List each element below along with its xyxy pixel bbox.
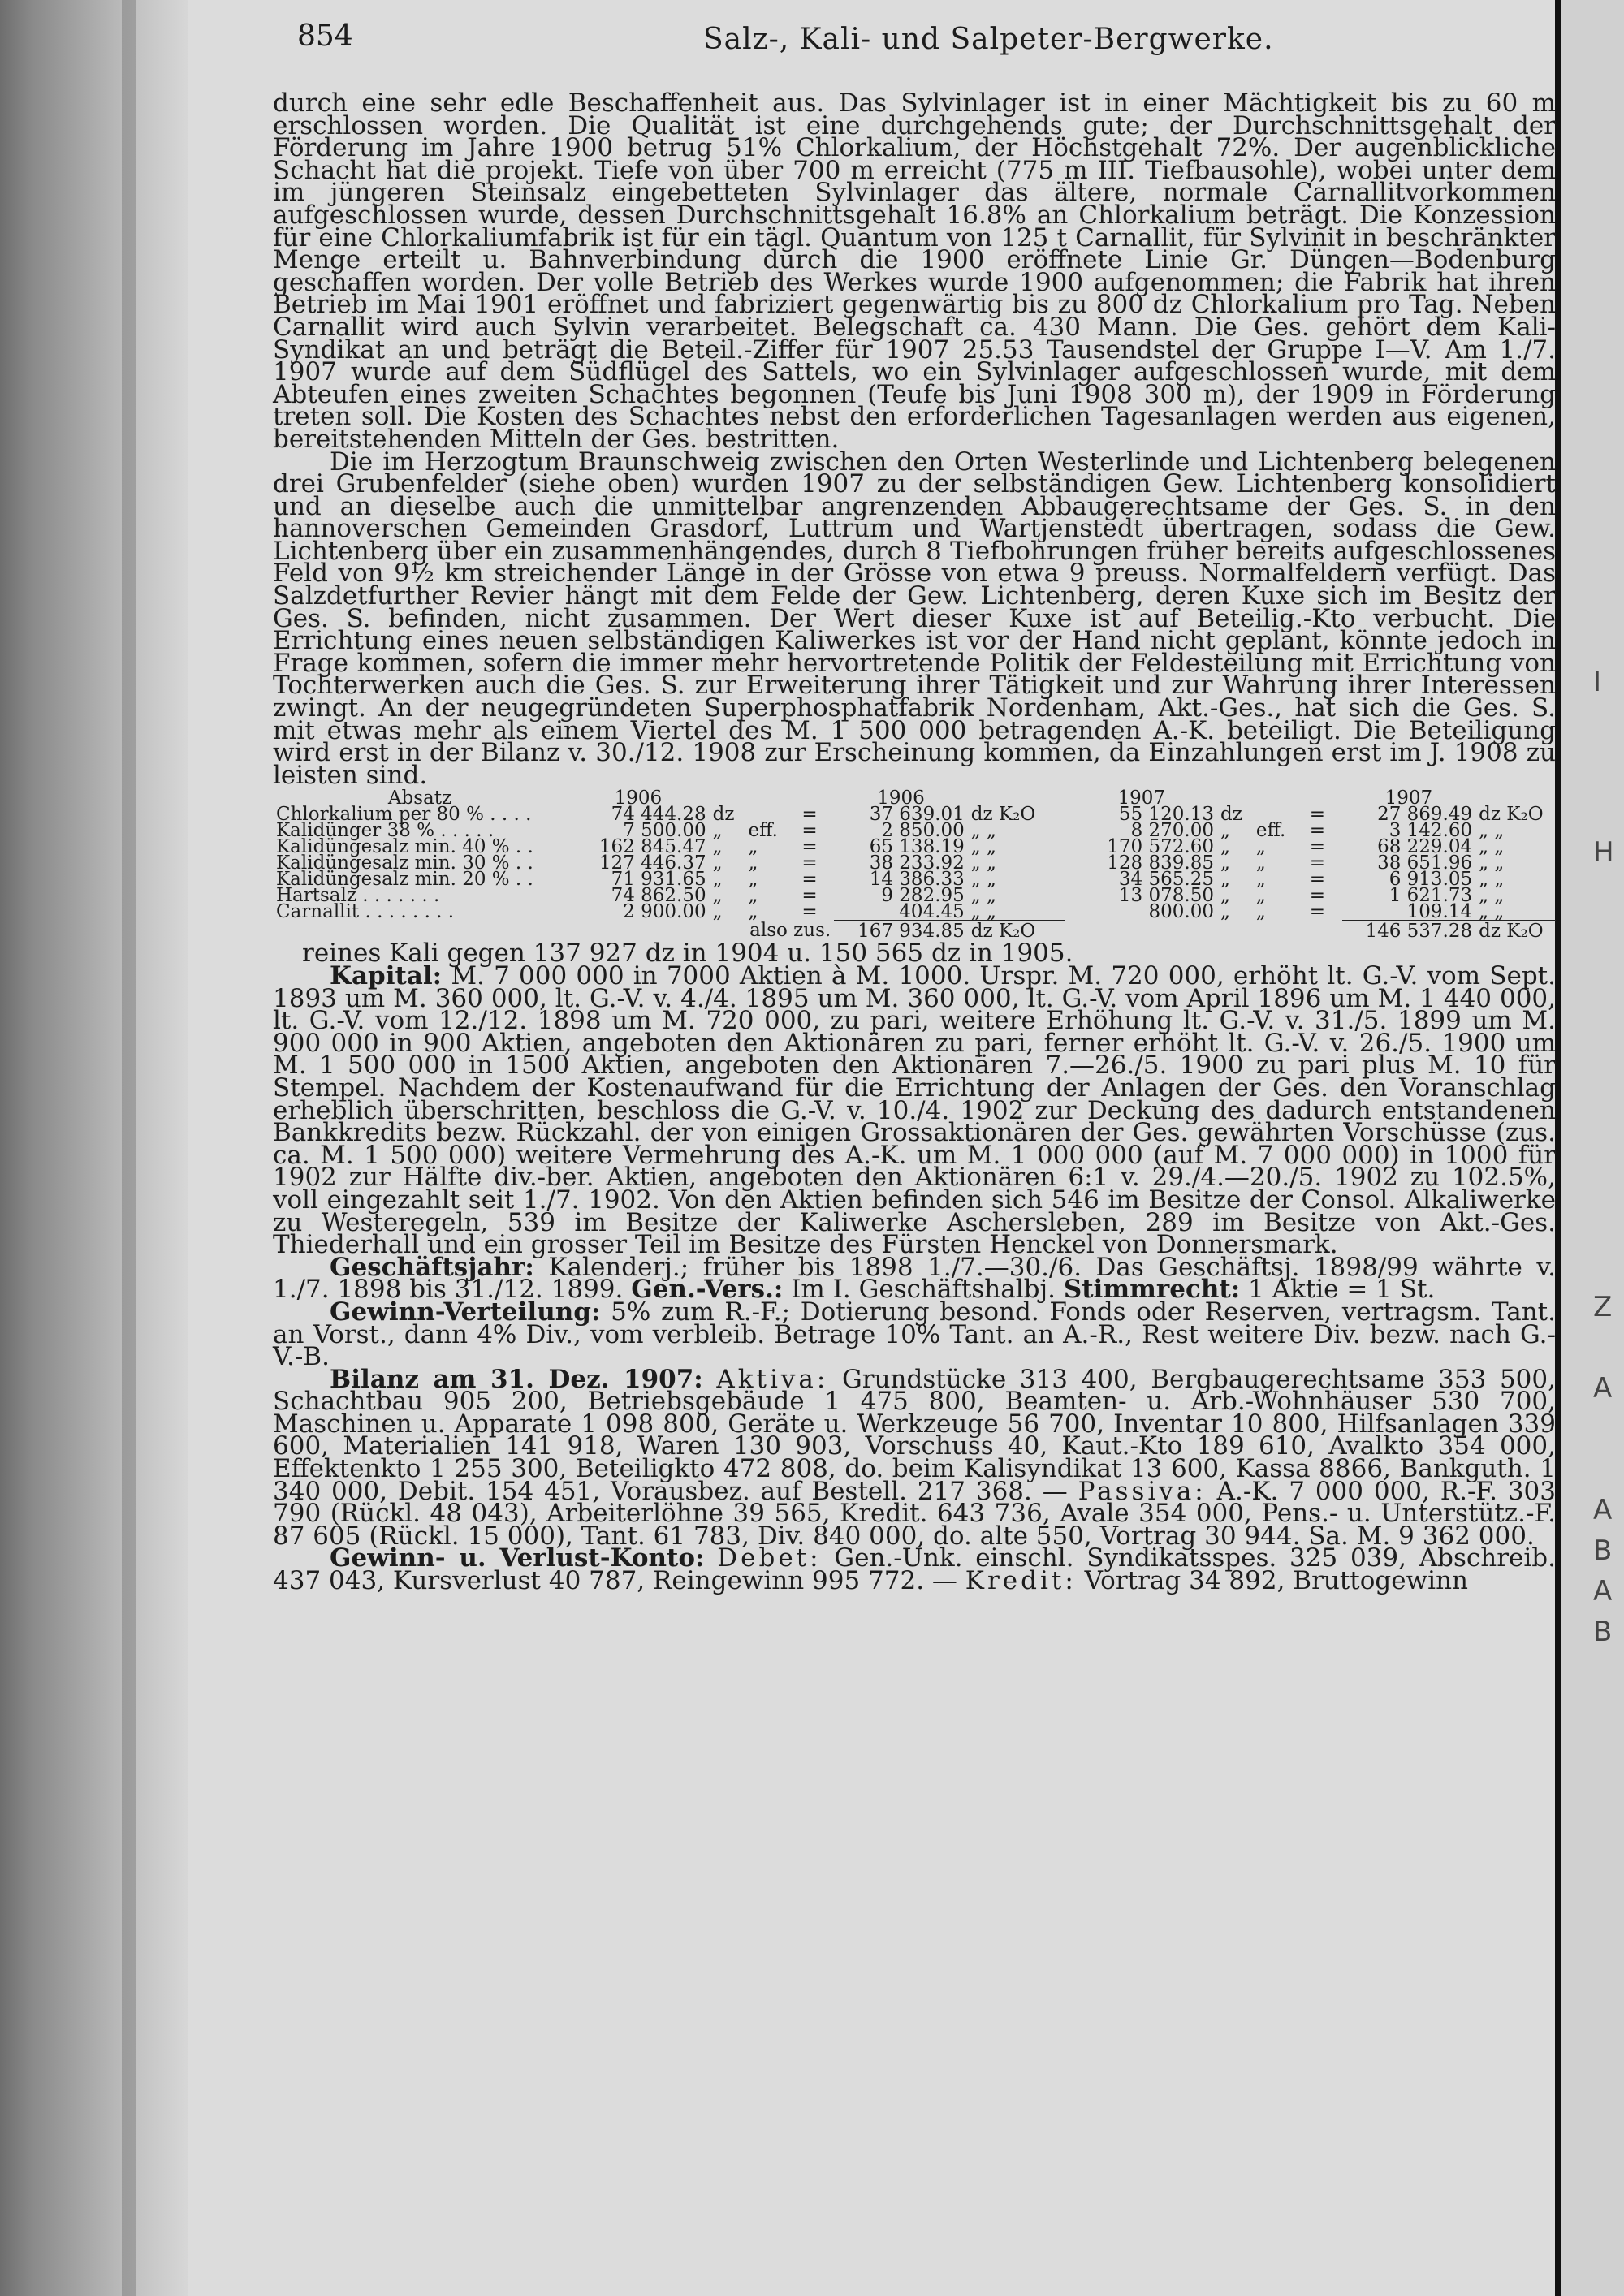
absatz-cell-eq2: = [1309, 885, 1325, 907]
absatz-cell-k1907: 27 869.49 [1377, 804, 1473, 826]
absatz-cell-eff: „ [748, 836, 758, 858]
absatz-cell-v1907: 800.00 [1148, 901, 1214, 923]
absatz-cell-u3: „ [1220, 836, 1230, 858]
absatz-cell-u2: dz K₂O [970, 804, 1036, 826]
book-page [273, 15, 1556, 2288]
absatz-cell-u1: „ [712, 852, 723, 874]
sum-1906-unit: dz K₂O [968, 921, 1066, 939]
absatz-table [273, 788, 1556, 943]
absatz-cell-u3: „ [1220, 820, 1230, 842]
running-title: Salz-, Kali- und Salpeter-Bergwerke. [703, 23, 1274, 56]
absatz-cell-eq2: = [1309, 901, 1325, 923]
absatz-cell-u2: „ „ [970, 869, 996, 891]
section-text: 1 Aktie = 1 St. [1248, 1275, 1436, 1305]
absatz-cell-eff2: „ [1255, 885, 1266, 907]
section-text: Vortrag 34 892, Bruttogewinn [1084, 1566, 1468, 1596]
adjacent-glyph: Z [1593, 1291, 1613, 1323]
paragraph-lichtenberg: Die im Herzogtum Braunschweig zwischen den Orten Westerlinde und Lichtenberg belegenen drei Grubenfelder (siehe oben) wurden 1907 zu der selbständigen Gew. Lichtenberg konsolidiert und an dieselbe auch die unmittelbar angrenzenden Abbaugerechtsame der Ges. S. in den hannoverschen Gemeinden Grasdorf, Luttrum und Wartjenstedt übertragen, sodass die Gew. Lichtenberg über ein zusammenhängendes, durch 8 Tiefbohrungen früher bereits aufgeschlossenes Feld von 9½ km streichender Länge in der Grösse von etwa 9 preuss. Normalfeldern verfügt. Das Salzdetfurther Revier hängt mit dem Felde der Gew. Lichtenberg, deren Kuxe sich im Besitz der Ges. S. befinden, nicht zusammen. Der Wert dieser Kuxe ist auf Beteilig.-Kto verbucht. Die Errichtung eines neuen selbständigen Kaliwerkes ist vor der Hand nicht geplant, könnte jedoch in Frage kommen, sofern die immer mehr hervortretende Politik der Feldesteilung mit Errichtung von Tochterwerken auch die Ges. S. zur Erweiterung ihrer Tätigkeit und zur Wahrung ihrer Interessen zwingt. An der neugegründeten Superphosphatfabrik Nordenham, Akt.-Ges., hat sich die Ges. S. mit etwas mehr als einem Viertel des M. 1 500 000 betragenden A.-K. beteiligt. Die Beteiligung wird erst in der Bilanz v. 30./12. 1908 zur Erscheinung kommen, da Einzahlungen erst im J. 1908 zu leisten sind. [273, 447, 1556, 790]
absatz-cell-k1906: 14 386.33 [869, 869, 965, 891]
absatz-cell-eq2: = [1309, 836, 1325, 858]
adjacent-glyph: B [1593, 1534, 1613, 1567]
section-heading: Stimmrecht: [1063, 1275, 1241, 1305]
absatz-cell-u3: „ [1220, 869, 1230, 891]
adjacent-glyph: I [1593, 666, 1602, 698]
absatz-cell-v1907: 170 572.60 [1107, 836, 1214, 858]
section-heading: Gen.-Vers.: [631, 1275, 784, 1305]
section-text: M. 7 000 000 in 7000 Aktien à M. 1000. Urspr. M. 720 000, erhöht lt. G.-V. vom Sept. 1893 um M. 360 000, lt. G.-V. v. 4./4. 1895 um M. 360 000, lt. G.-V. vom April 1896 um M. 1 440 000, lt. G.-V. vom 12./12. 1898 um M. 720 000, zu pari, weitere Erhöhung lt. G.-V. v. 31./5. 1899 um M. 900 000 in 900 Aktien, angeboten den Aktionären zu pari, ferner erhöht lt. G.-V. v. 26./5. 1900 um M. 1 500 000 in 1500 Aktien, angeboten den Aktionären 7.—26./5. 1900 zu pari plus M. 10 für Stempel. Nachdem der Kostenaufwand für die Errichtung der Anlagen der Ges. den Voranschlag erheblich überschritten, beschloss die G.-V. v. 10./4. 1902 zur Deckung des dadurch entstandenen Bankkredits bezw. Rückzahl. der von einigen Grossaktionären der Ges. gewährten Vorschüsse (zus. ca. M. 1 500 000) weitere Vermehrung des A.-K. um M. 1 000 000 (auf M. 7 000 000) in 1000 für 1902 zur Hälfte div.-ber. Aktien, angeboten den Aktionären 6:1 v. 29./4.—20./5. 1902 zu 102.5%, voll eingezahlt seit 1./7. 1902. Von den Aktien befinden sich 546 im Besitze der Consol. Alkaliwerke zu Westeregeln, 539 im Besitze der Kaliwerke Aschersleben, 289 im Besitze von Akt.-Ges. Thiederhall und ein grosser Teil im Besitze des Fürsten Henckel von Donnersmark. [273, 961, 1556, 1260]
absatz-cell-u3: „ [1220, 901, 1230, 923]
absatz-cell-u2: „ „ [970, 836, 996, 858]
absatz-cell-eq: = [801, 885, 818, 907]
adjacent-glyph: A [1593, 1575, 1613, 1608]
year-header: 1907 [1384, 788, 1433, 809]
section-bilanz [273, 1364, 1556, 1551]
absatz-cell-eq: = [801, 901, 818, 923]
absatz-cell-u2: „ „ [970, 901, 996, 923]
absatz-cell-k1907: 6 913.05 [1389, 869, 1473, 891]
absatz-cell-eff: eff. [748, 820, 778, 842]
absatz-cell-v1907: 13 078.50 [1118, 885, 1214, 907]
kredit-label: Kredit: [965, 1566, 1077, 1596]
absatz-cell-v1906: 74 444.28 [611, 804, 706, 826]
absatz-cell-v1907: 55 120.13 [1118, 804, 1214, 826]
absatz-cell-u1: „ [712, 885, 723, 907]
scan-left-edge [0, 0, 188, 2296]
section-gewinn-verlust [273, 1543, 1556, 1596]
absatz-cell-k1906: 65 138.19 [869, 836, 965, 858]
absatz-cell-label: Hartsalz . . . . . . . [276, 885, 440, 907]
absatz-cell-u4: dz K₂O [1479, 804, 1544, 826]
adjacent-glyph: B [1593, 1616, 1613, 1648]
absatz-cell-eff2: eff. [1255, 820, 1286, 842]
sum-1907-unit: dz K₂O [1475, 921, 1556, 939]
section-heading: Bilanz am 31. Dez. 1907: [330, 1364, 703, 1394]
section-heading: Kapital: [330, 961, 443, 990]
absatz-cell-k1906: 2 850.00 [881, 820, 965, 842]
section-text: Kalenderj.; früher bis 1898 1./7.—30./6. Das Geschäftsj. 1898/99 währte v. 1./7. 1898 bis 31./12. 1899. [273, 1252, 1557, 1305]
absatz-cell-k1907: 68 229.04 [1377, 836, 1473, 858]
sum-prefix: also zus. [749, 920, 831, 942]
section-text: 5% zum R.-F.; Dotierung besond. Fonds oder Reserven, vertragsm. Tant. an Vorst., dann 4% Div., vom verbleib. Betrage 10% Tant. an A.-R., Rest weitere Div. bezw. nach G.-V.-B. [273, 1297, 1556, 1372]
absatz-cell-k1907: 3 142.60 [1389, 820, 1473, 842]
absatz-cell-v1907: 34 565.25 [1118, 869, 1214, 891]
absatz-cell-eq: = [801, 820, 818, 842]
page-header [273, 15, 1556, 63]
absatz-cell-eq2: = [1309, 820, 1325, 842]
absatz-title: Absatz [387, 788, 452, 809]
absatz-cell-k1907: 1 621.73 [1389, 885, 1473, 907]
absatz-cell-u2: „ „ [970, 820, 996, 842]
year-header: 1906 [877, 788, 925, 809]
section-geschaeftsjahr [273, 1252, 1557, 1305]
absatz-cell-label: Kalidüngesalz min. 30 % . . [276, 852, 533, 874]
absatz-cell-eq2: = [1309, 804, 1325, 826]
absatz-cell-eq2: = [1309, 869, 1325, 891]
absatz-cell-label: Kalidünger 38 % . . . . . [276, 820, 495, 842]
absatz-cell-eff2: „ [1255, 869, 1266, 891]
absatz-cell-u4: „ „ [1479, 852, 1505, 874]
absatz-cell-v1906: 127 446.37 [598, 852, 706, 874]
absatz-cell-label: Kalidüngesalz min. 40 % . . [276, 836, 533, 858]
absatz-cell-eff2: „ [1255, 901, 1266, 923]
adjacent-glyph: A [1593, 1372, 1613, 1405]
absatz-cell-label: Chlorkalium per 80 % . . . . [276, 804, 532, 826]
section-heading: Gewinn-Verteilung: [330, 1297, 601, 1327]
absatz-cell-eff2: „ [1255, 836, 1266, 858]
page-body [273, 88, 1557, 1596]
absatz-cell-eff: „ [748, 901, 758, 923]
section-kapital [273, 961, 1556, 1260]
absatz-cell-eff2: „ [1255, 852, 1266, 874]
section-text: Grundstücke 313 400, Bergbaugerechtsame 353 500, Schachtbau 905 200, Betriebsgebäude 1 475 800, Beamten- u. Arb.-Wohnhäuser 530 700, Maschinen u. Apparate 1 098 800, Geräte u. Werkzeuge 56 700, Inventar 10 800, Hilfsanlagen 339 600, Materialien 141 918, Waren 130 903, Vorschuss 40, Kaut.-Kto 189 610, Avalkto 354 000, Effektenkto 1 255 300, Beteiligkto 472 808, do. beim Kalisyndikat 13 600, Kassa 8866, Bankguth. 1 340 000, Debit. 154 451, Vorausbez. auf Bestell. 217 368. — [273, 1364, 1556, 1506]
absatz-cell-u3: dz [1220, 804, 1242, 826]
section-text: A.-K. 7 000 000, R.-F. 303 790 (Rückl. 48 043), Arbeiterlöhne 39 565, Kredit. 643 736, Avale 354 000, Pens.- u. Unterstütz.-F. 87 605 (Rückl. 15 000), Tant. 61 783, Div. 840 000, do. alte 550, Vortrag 30 944. Sa. M. 9 362 000. [273, 1476, 1556, 1551]
absatz-cell-k1906: 38 233.92 [869, 852, 965, 874]
absatz-cell-u1: „ [712, 820, 723, 842]
section-heading: Gewinn- u. Verlust-Konto: [330, 1543, 705, 1573]
debet-label: Debet: [717, 1543, 822, 1573]
absatz-cell-k1906: 37 639.01 [869, 804, 965, 826]
absatz-cell-u1: „ [712, 869, 723, 891]
absatz-cell-k1907: 38 651.96 [1377, 852, 1473, 874]
absatz-cell-u4: „ „ [1479, 820, 1505, 842]
year-header: 1907 [1117, 788, 1165, 809]
absatz-cell-eq: = [801, 836, 818, 858]
page-number: 854 [297, 19, 353, 53]
absatz-cell-u2: „ „ [970, 852, 996, 874]
absatz-cell-u3: „ [1220, 885, 1230, 907]
adjacent-glyph: A [1593, 1494, 1613, 1526]
absatz-row [273, 904, 1556, 921]
year-header: 1906 [614, 788, 663, 809]
absatz-cell-u2: „ „ [970, 885, 996, 907]
paragraph-sylvinlager: durch eine sehr edle Beschaffenheit aus. Das Sylvinlager ist in einer Mächtigkeit bis zu 60 m erschlossen worden. Die Qualität ist eine durchgehends gute; der Durchschnittsgehalt der Förderung im Jahre 1900 betrug 51% Chlorkalium, der Höchstgehalt 72%. Der augenblickliche Schacht hat die projekt. Tiefe von über 700 m erreicht (775 m III. Tiefbausohle), wobei unter dem im jüngeren Steinsalz eingebetteten Sylvinlager das ältere, normale Carnallitvorkommen aufgeschlossen wurde, dessen Durchschnittsgehalt 16.8% an Chlorkalium beträgt. Die Konzession für eine Chlorkaliumfabrik ist für ein tägl. Quantum von 125 t Carnallit, für Sylvinit in beschränkter Menge erteilt u. Bahnverbindung durch die 1900 eröffnete Linie Gr. Düngen—Bodenburg geschaffen worden. Der volle Betrieb des Werkes wurde 1900 aufgenommen; die Fabrik hat ihren Betrieb im Mai 1901 eröffnet und fabriziert gegenwärtig bis zu 800 dz Chlorkalium pro Tag. Neben Carnallit wird auch Sylvin verarbeitet. Belegschaft ca. 430 Mann. Die Ges. gehört dem Kali-Syndikat an und beträgt die Beteil.-Ziffer für 1907 25.53 Tausendstel der Gruppe I—V. Am 1./7. 1907 wurde auf dem Südflügel des Sattels, wo ein Sylvinlager aufgeschlossen wurde, mit dem Abteufen eines zweiten Schachtes begonnen (Teufe bis Juni 1908 300 m), der 1909 in Förderung treten soll. Die Kosten des Schachtes nebst den erforderlichen Tagesanlagen werden aus eigenen, bereitstehenden Mitteln der Ges. bestritten. [273, 88, 1556, 454]
absatz-cell-eff: „ [748, 869, 758, 891]
absatz-cell-v1906: 2 900.00 [623, 901, 706, 923]
absatz-cell-u1: „ [712, 836, 723, 858]
absatz-cell-eq: = [801, 804, 818, 826]
absatz-cell-eq: = [801, 869, 818, 891]
absatz-cell-v1907: 8 270.00 [1130, 820, 1214, 842]
absatz-cell-u1: „ [712, 901, 723, 923]
section-text: Gen.-Unk. einschl. Syndikatsspes. 325 039, Abschreib. 437 043, Kursverlust 40 787, Reingewinn 995 772. — [273, 1543, 1556, 1596]
absatz-cell-u4: „ „ [1479, 885, 1505, 907]
section-heading: Geschäftsjahr: [330, 1252, 534, 1282]
absatz-cell-v1906: 7 500.00 [623, 820, 706, 842]
absatz-cell-v1906: 162 845.47 [598, 836, 706, 858]
absatz-cell-k1906: 404.45 [899, 901, 965, 923]
absatz-cell-label: Kalidüngesalz min. 20 % . . [276, 869, 533, 891]
absatz-cell-u4: „ „ [1479, 869, 1505, 891]
absatz-cell-u1: dz [712, 804, 735, 826]
passiva-label: Passiva: [1078, 1476, 1207, 1506]
absatz-cell-u3: „ [1220, 852, 1230, 874]
absatz-cell-label: Carnallit . . . . . . . . [276, 901, 455, 923]
absatz-cell-k1907: 109.14 [1406, 901, 1473, 923]
absatz-rows [273, 806, 1556, 921]
section-text: Im I. Geschäftshalbj. [791, 1275, 1056, 1305]
paragraph-reines-kali: reines Kali gegen 137 927 dz in 1904 u. 150 565 dz in 1905. [302, 939, 1073, 969]
absatz-cell-v1906: 74 862.50 [611, 885, 706, 907]
absatz-cell-eq2: = [1309, 852, 1325, 874]
adjacent-glyph: H [1593, 836, 1614, 869]
absatz-cell-u4: „ „ [1479, 836, 1505, 858]
sum-1906: 167 934.85 [834, 921, 968, 939]
adjacent-page-strip [1561, 0, 1624, 2296]
absatz-cell-u4: „ „ [1479, 901, 1505, 923]
absatz-cell-eq: = [801, 852, 818, 874]
absatz-cell-eff: „ [748, 885, 758, 907]
aktiva-label: Aktiva: [716, 1364, 829, 1394]
absatz-sum-row [273, 921, 1556, 939]
section-gewinn-verteilung [273, 1297, 1556, 1372]
absatz-cell-v1907: 128 839.85 [1107, 852, 1214, 874]
sum-1907: 146 537.28 [1342, 921, 1476, 939]
absatz-cell-eff: „ [748, 852, 758, 874]
absatz-cell-k1906: 9 282.95 [881, 885, 965, 907]
absatz-cell-v1906: 71 931.65 [611, 869, 706, 891]
